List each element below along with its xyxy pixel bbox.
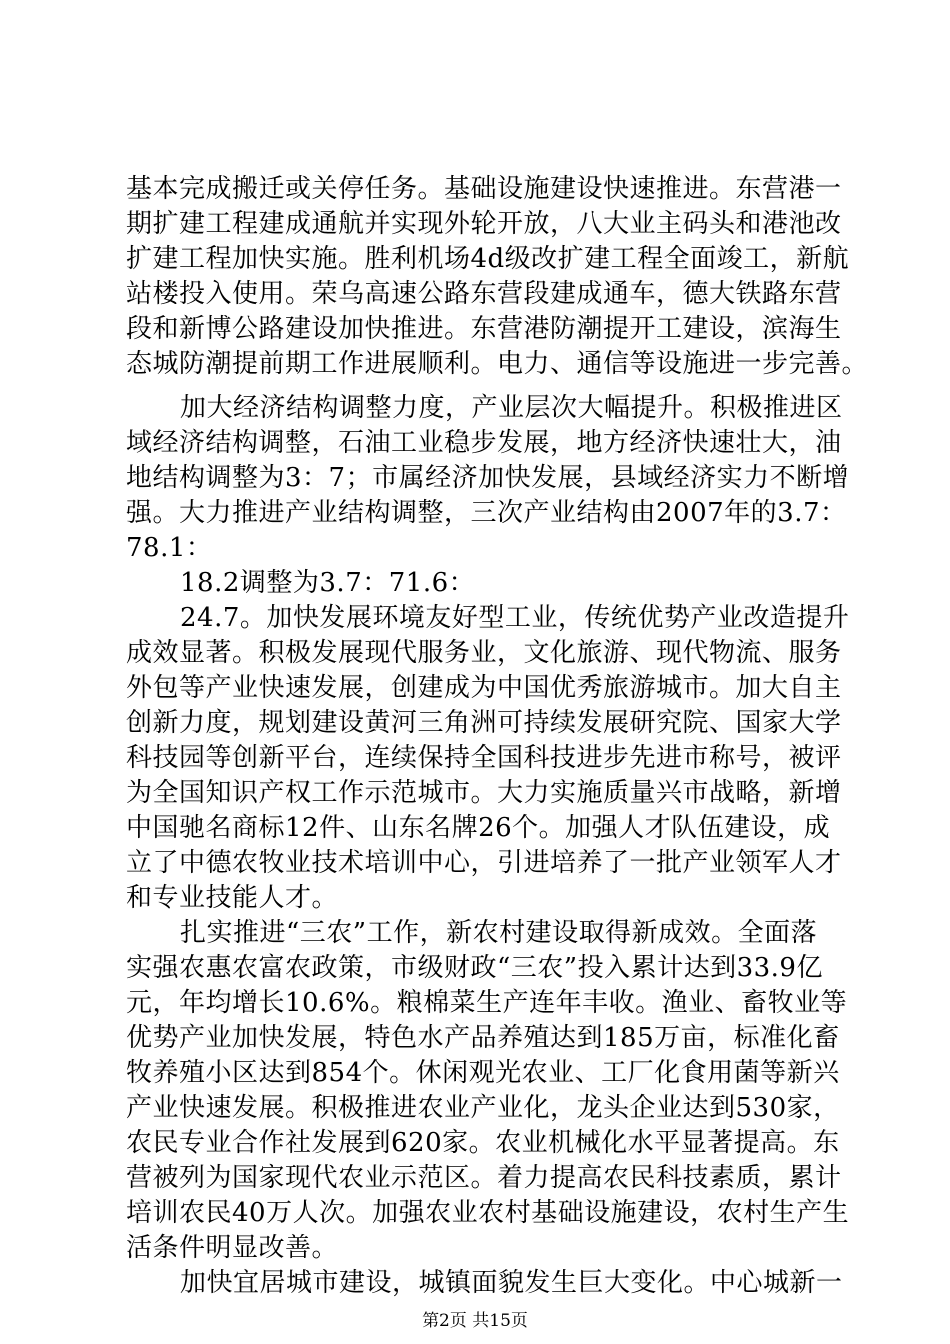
text-line: 24.7。加快发展环境友好型工业，传统优势产业改造提升 bbox=[180, 603, 850, 633]
text-line: 产业快速发展。积极推进农业产业化，龙头企业达到530家， bbox=[126, 1093, 840, 1123]
text-line: 外包等产业快速发展，创建成为中国优秀旅游城市。加大自主 bbox=[126, 673, 842, 703]
paragraph-first-line: 加快宜居城市建设，城镇面貌发生巨大变化。中心城新一 bbox=[180, 1268, 843, 1298]
text-line: 元，年均增长10.6%。粮棉菜生产连年丰收。渔业、畜牧业等 bbox=[126, 988, 848, 1018]
text-line: 优势产业加快发展，特色水产品养殖达到185万亩，标准化畜 bbox=[126, 1023, 840, 1053]
text-line: 创新力度，规划建设黄河三角洲可持续发展研究院、国家大学 bbox=[126, 708, 842, 738]
text-line: 域经济结构调整，石油工业稳步发展，地方经济快速壮大，油 bbox=[126, 428, 842, 458]
text-line: 基本完成搬迁或关停任务。基础设施建设快速推进。东营港一 bbox=[126, 174, 842, 204]
text-line: 段和新博公路建设加快推进。东营港防潮提开工建设，滨海生 bbox=[126, 314, 842, 344]
text-line: 实强农惠农富农政策，市级财政“三农”投入累计达到33.9亿 bbox=[126, 953, 823, 983]
text-line: 农民专业合作社发展到620家。农业机械化水平显著提高。东 bbox=[126, 1128, 840, 1158]
page-number: 第2页 共15页 bbox=[422, 1311, 528, 1331]
text-line: 成效显著。积极发展现代服务业，文化旅游、现代物流、服务 bbox=[126, 638, 842, 668]
text-line: 扩建工程加快实施。胜利机场4d级改扩建工程全面竣工，新航 bbox=[126, 244, 850, 274]
text-line: 78.1： bbox=[126, 533, 213, 563]
text-line: 和专业技能人才。 bbox=[126, 883, 339, 913]
text-line: 中国驰名商标12件、山东名牌26个。加强人才队伍建设，成 bbox=[126, 813, 831, 843]
text-line: 科技园等创新平台，连续保持全国科技进步先进市称号，被评 bbox=[126, 743, 842, 773]
text-line: 态城防潮提前期工作进展顺利。电力、通信等设施进一步完善。 bbox=[126, 349, 869, 379]
text-line: 站楼投入使用。荣乌高速公路东营段建成通车，德大铁路东营 bbox=[126, 279, 842, 309]
text-line: 立了中德农牧业技术培训中心，引进培养了一批产业领军人才 bbox=[126, 848, 842, 878]
paragraph-first-line: 扎实推进“三农”工作，新农村建设取得新成效。全面落 bbox=[180, 918, 818, 948]
text-line: 强。大力推进产业结构调整，三次产业结构由2007年的3.7： bbox=[126, 498, 847, 528]
text-line: 为全国知识产权工作示范城市。大力实施质量兴市战略，新增 bbox=[126, 778, 842, 808]
text-line: 营被列为国家现代农业示范区。着力提高农民科技素质，累计 bbox=[126, 1163, 842, 1193]
text-line: 培训农民40万人次。加强农业农村基础设施建设，农村生产生 bbox=[126, 1198, 850, 1228]
text-line: 活条件明显改善。 bbox=[126, 1233, 339, 1263]
paragraph-first-line: 加大经济结构调整力度，产业层次大幅提升。积极推进区 bbox=[180, 393, 843, 423]
text-line: 期扩建工程建成通航并实现外轮开放，八大业主码头和港池改 bbox=[126, 209, 842, 239]
text-line: 地结构调整为3：7；市属经济加快发展，县域经济实力不断增 bbox=[126, 463, 850, 493]
text-line: 18.2调整为3.7：71.6： bbox=[180, 568, 476, 598]
text-line: 牧养殖小区达到854个。休闲观光农业、工厂化食用菌等新兴 bbox=[126, 1058, 840, 1088]
